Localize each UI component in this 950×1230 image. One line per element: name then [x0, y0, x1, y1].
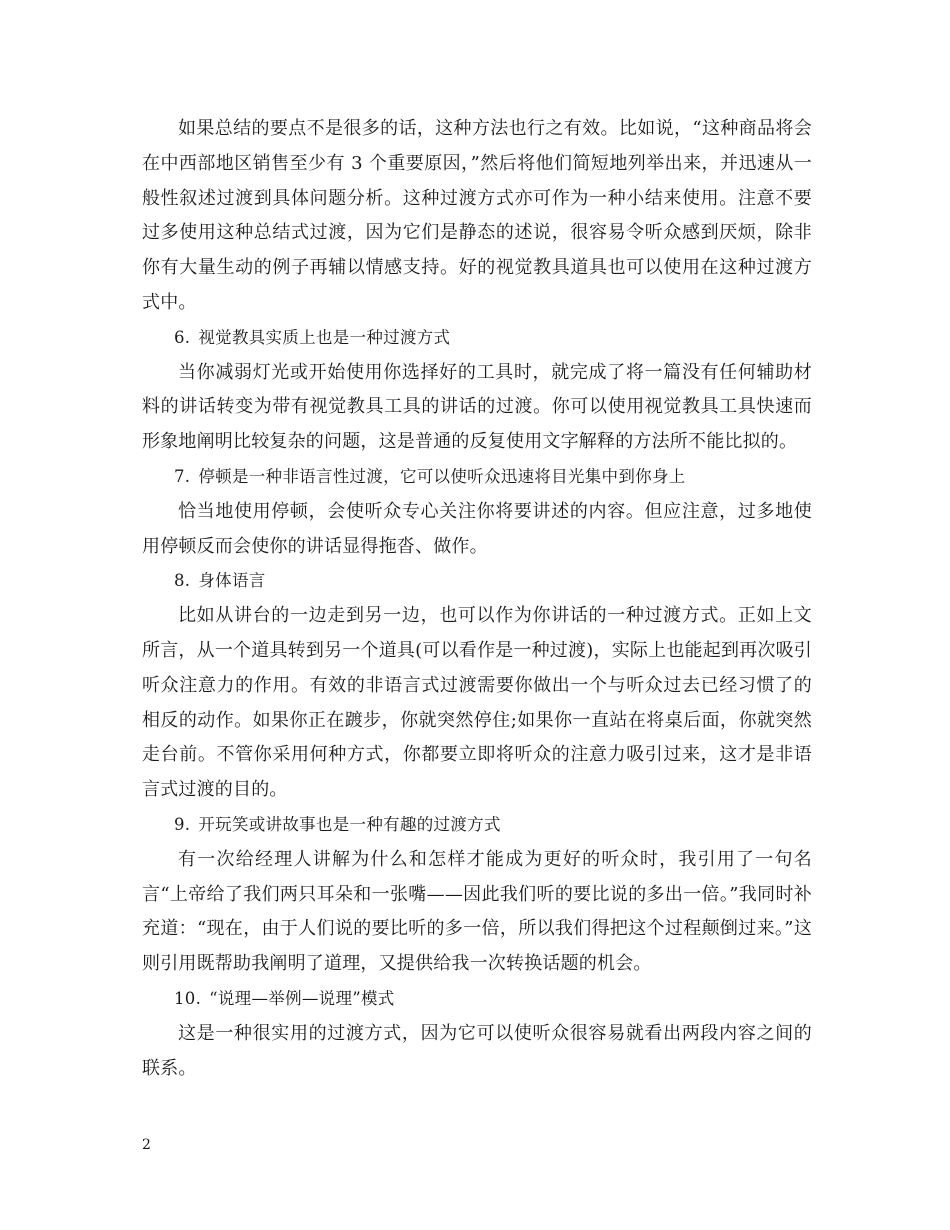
heading-9	[142, 808, 812, 843]
heading-number: 9.	[174, 814, 191, 834]
heading-number: 10.	[174, 988, 202, 1008]
document-body	[142, 112, 812, 1086]
heading-7	[142, 460, 812, 495]
heading-text: 视觉教具实质上也是一种过渡方式	[198, 327, 451, 347]
heading-number: 8.	[174, 571, 191, 591]
paragraph-visual-aids: 当你减弱灯光或开始使用你选择好的工具时，就完成了将一篇没有任何辅助材料的讲话转变为带有视觉教具工具的讲话的过渡。你可以使用视觉教具工具快速而形象地阐明比较复杂的问题，这是普通的反复使用文字解释的方法所不能比拟的。	[142, 361, 812, 453]
paragraph-summary-transition: 如果总结的要点不是很多的话，这种方法也行之有效。比如说，“这种商品将会在中西部地区销售至少有 3 个重要原因，”然后将他们简短地列举出来，并迅速从一般性叙述过渡到具体问题分析。这种过渡方式亦可作为一种小结来使用。注意不要过多使用这种总结式过渡，因为它们是静态的述说，很容易令听众感到厌烦，除非你有大量生动的例子再辅以情感支持。好的视觉教具道具也可以使用在这种过渡方式中。	[142, 118, 812, 313]
paragraph-pause: 恰当地使用停顿，会使听众专心关注你将要讲述的内容。但应注意，过多地使用停顿反而会使你的讲话显得拖沓、做作。	[142, 500, 812, 557]
paragraph-reason-example: 这是一种很实用的过渡方式，因为它可以使听众很容易就看出两段内容之间的联系。	[142, 1022, 812, 1079]
page-number: 2	[142, 1137, 151, 1153]
heading-6	[142, 321, 812, 356]
paragraph-jokes-stories: 有一次给经理人讲解为什么和怎样才能成为更好的听众时，我引用了一句名言“上帝给了我们两只耳朵和一张嘴——因此我们听的要比说的多出一倍。”我同时补充道：“现在，由于人们说的要比听的多一倍，所以我们得把这个过程颠倒过来。”这则引用既帮助我阐明了道理，又提供给我一次转换话题的机会。	[142, 848, 812, 975]
paragraph-body-language: 比如从讲台的一边走到另一边，也可以作为你讲话的一种过渡方式。正如上文所言，从一个道具转到另一个道具(可以看作是一种过渡)，实际上也能起到再次吸引听众注意力的作用。有效的非语言式过渡需要你做出一个与听众过去已经习惯了的相反的动作。如果你正在踱步，你就突然停住;如果你一直站在将桌后面，你就突然走台前。不管你采用何种方式，你都要立即将听众的注意力吸引过来，这才是非语言式过渡的目的。	[142, 605, 812, 801]
heading-text: 身体语言	[198, 571, 266, 591]
heading-8	[142, 564, 812, 599]
heading-number: 6.	[174, 327, 191, 347]
heading-text: “说理—举例—说理”模式	[209, 988, 395, 1008]
heading-number: 7.	[174, 466, 191, 486]
heading-10	[142, 982, 812, 1017]
heading-text: 开玩笑或讲故事也是一种有趣的过渡方式	[198, 814, 501, 834]
heading-text: 停顿是一种非语言性过渡，它可以使听众迅速将目光集中到你身上	[198, 466, 686, 486]
